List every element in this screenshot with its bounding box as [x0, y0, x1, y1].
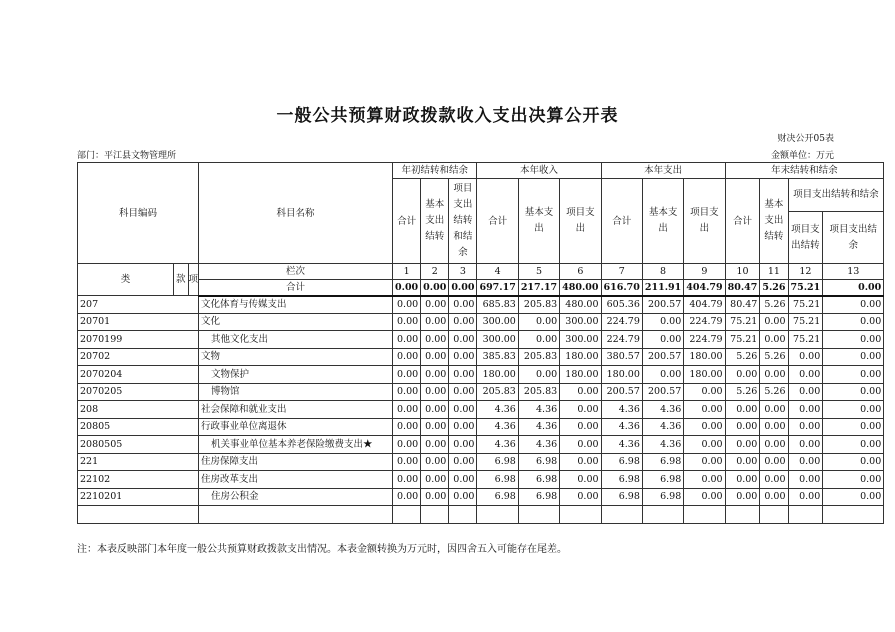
header-name: 科目名称	[199, 163, 393, 264]
row-code: 22102	[78, 471, 199, 489]
row-value: 0.00	[788, 383, 823, 401]
row-value: 205.83	[518, 348, 559, 366]
row-value: 200.57	[642, 296, 683, 314]
row-value: 0.00	[725, 401, 760, 419]
col-num: 7	[601, 264, 642, 280]
total-value: 217.17	[518, 280, 559, 296]
row-value: 200.57	[642, 383, 683, 401]
row-value: 224.79	[601, 313, 642, 331]
row-value: 0.00	[560, 488, 601, 506]
total-value: 404.79	[684, 280, 725, 296]
row-value: 0.00	[449, 348, 477, 366]
row-name: 住房公积金	[199, 488, 393, 506]
row-value: 0.00	[421, 331, 449, 349]
header-code: 科目编码	[78, 163, 199, 264]
total-value: 616.70	[601, 280, 642, 296]
row-value: 0.00	[760, 313, 788, 331]
table-row	[78, 348, 884, 366]
row-value: 80.47	[725, 296, 760, 314]
row-value: 6.98	[518, 471, 559, 489]
row-value: 0.00	[823, 348, 884, 366]
header-lei: 类	[78, 264, 174, 296]
row-value: 0.00	[642, 366, 683, 384]
row-value: 5.26	[760, 348, 788, 366]
row-value: 480.00	[560, 296, 601, 314]
header-expense-proj: 项目支出	[684, 179, 725, 264]
row-name: 文化	[199, 313, 393, 331]
row-name: 其他文化支出	[199, 331, 393, 349]
row-value: 0.00	[823, 471, 884, 489]
row-value: 0.00	[393, 366, 421, 384]
row-name: 机关事业单位基本养老保险缴费支出★	[199, 436, 393, 454]
row-value: 0.00	[760, 436, 788, 454]
col-num: 4	[477, 264, 518, 280]
footnote: 注：本表反映部门本年度一般公共预算财政拨款支出情况。本表金额转换为万元时，因四舍五入可能存在尾差。	[77, 544, 567, 555]
row-value: 0.00	[760, 401, 788, 419]
col-num: 1	[393, 264, 421, 280]
header-end-proj-bal: 项目支出结余	[823, 212, 884, 264]
table-row	[78, 296, 884, 314]
row-code: 221	[78, 453, 199, 471]
row-value: 0.00	[725, 366, 760, 384]
row-value: 6.98	[518, 453, 559, 471]
header-end: 年末结转和结余	[725, 163, 884, 179]
row-value: 5.26	[760, 296, 788, 314]
department-label: 部门：平江县文物管理所	[77, 151, 177, 161]
row-value: 0.00	[823, 383, 884, 401]
row-value: 5.26	[760, 383, 788, 401]
row-value: 0.00	[518, 313, 559, 331]
row-value: 0.00	[725, 453, 760, 471]
row-value: 4.36	[518, 418, 559, 436]
header-end-total: 合计	[725, 179, 760, 264]
row-value: 0.00	[560, 471, 601, 489]
row-value: 0.00	[421, 418, 449, 436]
row-code: 20701	[78, 313, 199, 331]
row-code: 208	[78, 401, 199, 419]
row-code: 2070205	[78, 383, 199, 401]
row-name: 博物馆	[199, 383, 393, 401]
row-value: 0.00	[642, 313, 683, 331]
row-value: 180.00	[560, 348, 601, 366]
col-num: 12	[788, 264, 823, 280]
row-value: 0.00	[449, 383, 477, 401]
row-value: 200.57	[601, 383, 642, 401]
table-row	[78, 453, 884, 471]
row-value: 0.00	[788, 401, 823, 419]
total-value: 697.17	[477, 280, 518, 296]
row-value: 0.00	[393, 296, 421, 314]
row-value: 300.00	[477, 313, 518, 331]
row-value: 0.00	[518, 331, 559, 349]
row-value: 4.36	[601, 418, 642, 436]
total-value: 0.00	[449, 280, 477, 296]
row-value: 4.36	[642, 436, 683, 454]
row-value: 0.00	[421, 313, 449, 331]
row-value: 6.98	[601, 488, 642, 506]
row-value: 0.00	[421, 488, 449, 506]
row-value: 0.00	[684, 471, 725, 489]
row-value: 0.00	[560, 383, 601, 401]
row-code: 20805	[78, 418, 199, 436]
row-value: 6.98	[477, 453, 518, 471]
total-value: 80.47	[725, 280, 760, 296]
row-value: 75.21	[725, 313, 760, 331]
row-value: 0.00	[421, 383, 449, 401]
table-row	[78, 488, 884, 506]
row-value: 0.00	[684, 453, 725, 471]
budget-table	[77, 162, 884, 524]
row-value: 4.36	[477, 418, 518, 436]
row-value: 0.00	[725, 436, 760, 454]
header-expense-total: 合计	[601, 179, 642, 264]
row-value: 205.83	[518, 296, 559, 314]
row-value: 224.79	[601, 331, 642, 349]
row-value: 180.00	[684, 348, 725, 366]
table-row	[78, 331, 884, 349]
row-value: 0.00	[823, 331, 884, 349]
row-value: 75.21	[788, 331, 823, 349]
row-value: 0.00	[449, 453, 477, 471]
row-value: 0.00	[421, 453, 449, 471]
row-value: 0.00	[449, 401, 477, 419]
row-value: 685.83	[477, 296, 518, 314]
row-code: 20702	[78, 348, 199, 366]
col-num: 6	[560, 264, 601, 280]
row-value: 300.00	[560, 313, 601, 331]
row-value: 0.00	[684, 383, 725, 401]
table-row	[78, 366, 884, 384]
row-code: 2070204	[78, 366, 199, 384]
row-value: 0.00	[823, 296, 884, 314]
row-value: 0.00	[788, 436, 823, 454]
total-value: 0.00	[421, 280, 449, 296]
row-value: 0.00	[560, 418, 601, 436]
header-begin-proj: 项目支出结转和结余	[449, 179, 477, 264]
row-value: 0.00	[725, 471, 760, 489]
row-value: 0.00	[684, 401, 725, 419]
row-value: 0.00	[788, 453, 823, 471]
row-value: 0.00	[760, 471, 788, 489]
row-value: 6.98	[601, 471, 642, 489]
header-income: 本年收入	[477, 163, 601, 179]
col-num: 3	[449, 264, 477, 280]
row-value: 0.00	[823, 453, 884, 471]
col-num: 10	[725, 264, 760, 280]
row-value: 0.00	[421, 401, 449, 419]
row-value: 0.00	[823, 418, 884, 436]
row-value: 4.36	[601, 401, 642, 419]
table-row	[78, 401, 884, 419]
row-value: 75.21	[725, 331, 760, 349]
row-value: 0.00	[760, 418, 788, 436]
row-value: 380.57	[601, 348, 642, 366]
row-value: 0.00	[421, 436, 449, 454]
table-row	[78, 418, 884, 436]
row-value: 0.00	[725, 418, 760, 436]
total-value: 75.21	[788, 280, 823, 296]
row-value: 200.57	[642, 348, 683, 366]
col-num: 2	[421, 264, 449, 280]
unit-label: 金额单位：万元	[770, 151, 834, 161]
row-value: 0.00	[393, 401, 421, 419]
header-income-basic: 基本支出	[518, 179, 559, 264]
row-value: 4.36	[642, 418, 683, 436]
row-value: 0.00	[449, 436, 477, 454]
table-row	[78, 383, 884, 401]
header-begin: 年初结转和结余	[393, 163, 477, 179]
table-row	[78, 471, 884, 489]
row-value: 180.00	[477, 366, 518, 384]
row-value: 0.00	[725, 488, 760, 506]
row-value: 0.00	[823, 401, 884, 419]
row-value: 0.00	[449, 296, 477, 314]
row-value: 0.00	[788, 348, 823, 366]
row-value: 0.00	[823, 436, 884, 454]
row-value: 6.98	[518, 488, 559, 506]
row-value: 6.98	[477, 488, 518, 506]
empty-row	[78, 506, 884, 524]
col-num: 11	[760, 264, 788, 280]
table-row	[78, 313, 884, 331]
header-end-proj-carry: 项目支出结转	[788, 212, 823, 264]
row-value: 0.00	[449, 313, 477, 331]
row-value: 300.00	[477, 331, 518, 349]
row-value: 0.00	[393, 331, 421, 349]
row-value: 0.00	[788, 488, 823, 506]
row-value: 0.00	[684, 418, 725, 436]
row-value: 0.00	[421, 471, 449, 489]
row-value: 0.00	[760, 366, 788, 384]
col-num: 13	[823, 264, 884, 280]
row-value: 0.00	[788, 366, 823, 384]
row-value: 0.00	[788, 471, 823, 489]
row-value: 0.00	[560, 436, 601, 454]
row-value: 0.00	[421, 296, 449, 314]
row-value: 0.00	[393, 453, 421, 471]
row-value: 6.98	[642, 488, 683, 506]
header-begin-basic: 基本支出结转	[421, 179, 449, 264]
row-value: 180.00	[601, 366, 642, 384]
total-value: 211.91	[642, 280, 683, 296]
row-value: 605.36	[601, 296, 642, 314]
row-value: 0.00	[788, 418, 823, 436]
row-value: 0.00	[823, 313, 884, 331]
col-num: 8	[642, 264, 683, 280]
total-value: 480.00	[560, 280, 601, 296]
row-name: 行政事业单位离退休	[199, 418, 393, 436]
total-value: 5.26	[760, 280, 788, 296]
header-lanci: 栏次	[199, 264, 393, 280]
row-value: 180.00	[684, 366, 725, 384]
row-value: 0.00	[449, 366, 477, 384]
row-value: 0.00	[393, 348, 421, 366]
row-name: 住房改革支出	[199, 471, 393, 489]
header-income-proj: 项目支出	[560, 179, 601, 264]
row-value: 205.83	[477, 383, 518, 401]
row-code: 2070199	[78, 331, 199, 349]
row-value: 0.00	[642, 331, 683, 349]
row-value: 404.79	[684, 296, 725, 314]
total-value: 0.00	[823, 280, 884, 296]
row-value: 6.98	[477, 471, 518, 489]
row-value: 0.00	[449, 488, 477, 506]
row-value: 0.00	[823, 366, 884, 384]
row-value: 4.36	[518, 436, 559, 454]
row-value: 0.00	[421, 348, 449, 366]
header-end-basic: 基本支出结转	[760, 179, 788, 264]
row-value: 0.00	[560, 453, 601, 471]
row-code: 2210201	[78, 488, 199, 506]
row-value: 0.00	[393, 436, 421, 454]
header-xiang: 项	[188, 264, 199, 296]
header-end-proj-group: 项目支出结转和结余	[788, 179, 884, 212]
row-value: 6.98	[642, 453, 683, 471]
row-value: 0.00	[449, 331, 477, 349]
row-value: 6.98	[642, 471, 683, 489]
row-name: 社会保障和就业支出	[199, 401, 393, 419]
col-num: 9	[684, 264, 725, 280]
row-code: 2080505	[78, 436, 199, 454]
row-value: 224.79	[684, 331, 725, 349]
row-value: 75.21	[788, 296, 823, 314]
col-num: 5	[518, 264, 559, 280]
row-value: 4.36	[477, 401, 518, 419]
row-code: 207	[78, 296, 199, 314]
row-name: 文化体育与传媒支出	[199, 296, 393, 314]
row-value: 5.26	[725, 383, 760, 401]
row-value: 0.00	[393, 418, 421, 436]
row-value: 0.00	[393, 313, 421, 331]
row-value: 385.83	[477, 348, 518, 366]
table-row	[78, 436, 884, 454]
page-title: 一般公共预算财政拨款收入支出决算公开表	[276, 106, 619, 126]
row-value: 75.21	[788, 313, 823, 331]
row-value: 0.00	[760, 331, 788, 349]
row-value: 0.00	[393, 471, 421, 489]
row-value: 0.00	[393, 383, 421, 401]
form-number: 财决公开05表	[777, 134, 834, 144]
header-expense: 本年支出	[601, 163, 725, 179]
row-value: 4.36	[477, 436, 518, 454]
row-value: 0.00	[684, 488, 725, 506]
header-begin-total: 合计	[393, 179, 421, 264]
row-value: 0.00	[823, 488, 884, 506]
header-kuan: 款	[174, 264, 189, 296]
row-value: 4.36	[518, 401, 559, 419]
row-name: 文物保护	[199, 366, 393, 384]
row-name: 文物	[199, 348, 393, 366]
row-value: 0.00	[760, 453, 788, 471]
total-label: 合计	[199, 280, 393, 296]
row-value: 6.98	[601, 453, 642, 471]
row-value: 5.26	[725, 348, 760, 366]
row-value: 205.83	[518, 383, 559, 401]
row-name: 住房保障支出	[199, 453, 393, 471]
header-expense-basic: 基本支出	[642, 179, 683, 264]
row-value: 180.00	[560, 366, 601, 384]
row-value: 300.00	[560, 331, 601, 349]
header-income-total: 合计	[477, 179, 518, 264]
row-value: 0.00	[449, 418, 477, 436]
row-value: 0.00	[449, 471, 477, 489]
row-value: 0.00	[421, 366, 449, 384]
row-value: 4.36	[601, 436, 642, 454]
row-value: 0.00	[760, 488, 788, 506]
row-value: 0.00	[393, 488, 421, 506]
row-value: 0.00	[560, 401, 601, 419]
total-value: 0.00	[393, 280, 421, 296]
row-value: 0.00	[684, 436, 725, 454]
row-value: 0.00	[518, 366, 559, 384]
row-value: 4.36	[642, 401, 683, 419]
row-value: 224.79	[684, 313, 725, 331]
